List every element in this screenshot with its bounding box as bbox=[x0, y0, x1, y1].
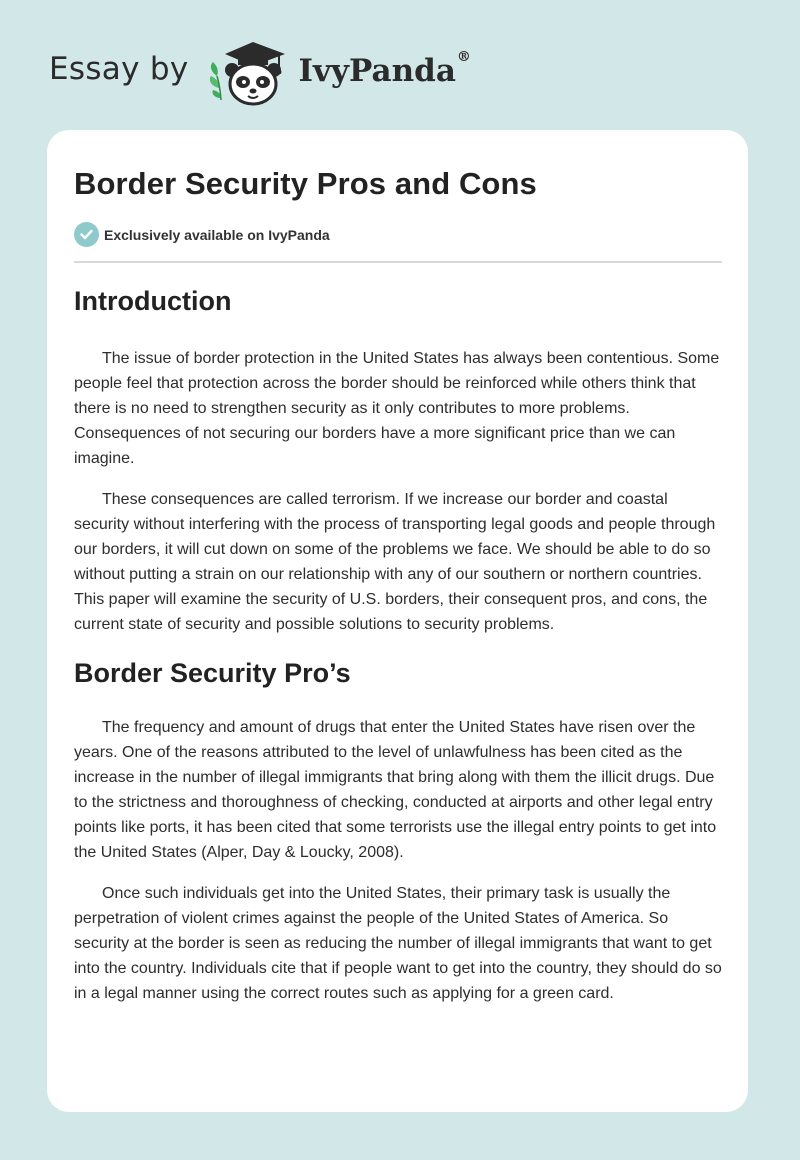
section-border-security-pros bbox=[74, 654, 724, 1006]
brand-name: IvyPanda® bbox=[298, 49, 471, 89]
paragraph: The frequency and amount of drugs that enter the United States have risen over the years. One of the reasons attributed to the level of unlawfulness has been cited as the increase in the number of illegal immigrants that bring along with them the illicit drugs. Due to the strictness and thoroughness of checking, conducted at airports and other legal entry points like ports, it has been cited that some terrorists use the illegal entry points to get into the United States (Alper, Day & Loucky, 2008). bbox=[74, 719, 717, 861]
check-circle-icon bbox=[74, 222, 99, 247]
paragraph: These consequences are called terrorism. If we increase our border and coastal security without interfering with the process of transporting legal goods and people through our borders, it will cut down on some of the problems we face. We should be able to do so without putting a strain on our relationship with any of our southern or northern countries. This paper will examine the security of U.S. borders, their consequent pros, and cons, the current state of security and possible solutions to security problems. bbox=[74, 491, 716, 633]
essay-card bbox=[47, 130, 748, 1112]
section-heading: Border Security Pro’s bbox=[74, 658, 351, 688]
paragraph: Once such individuals get into the United States, their primary task is usually the perpetration of violent crimes against the people of the United States of America. So security at the border is seen as reducing the number of illegal immigrants that want to get into the country. Individuals cite that if people want to get into the country, they should do so in a legal manner using the correct routes such as applying for a green card. bbox=[74, 885, 722, 1002]
panda-mascot-icon bbox=[205, 38, 291, 108]
exclusive-label: Exclusively available on IvyPanda bbox=[104, 226, 330, 243]
section-heading: Introduction bbox=[74, 286, 232, 316]
site-brand[interactable] bbox=[49, 38, 471, 108]
page-title: Border Security Pros and Cons bbox=[74, 166, 537, 201]
essay-body bbox=[74, 282, 724, 1006]
paragraph: The issue of border protection in the United States has always been contentious. Some people feel that protection across the border should be reinforced while others think that there is no need to strengthen security as it only contributes to more problems. Consequences of not securing our borders have a more significant price than we can imagine. bbox=[74, 350, 720, 467]
section-introduction bbox=[74, 282, 724, 637]
exclusive-notice bbox=[74, 222, 330, 247]
registered-mark: ® bbox=[456, 49, 471, 65]
brand-prefix: Essay by bbox=[49, 51, 189, 87]
title-divider bbox=[74, 261, 722, 263]
